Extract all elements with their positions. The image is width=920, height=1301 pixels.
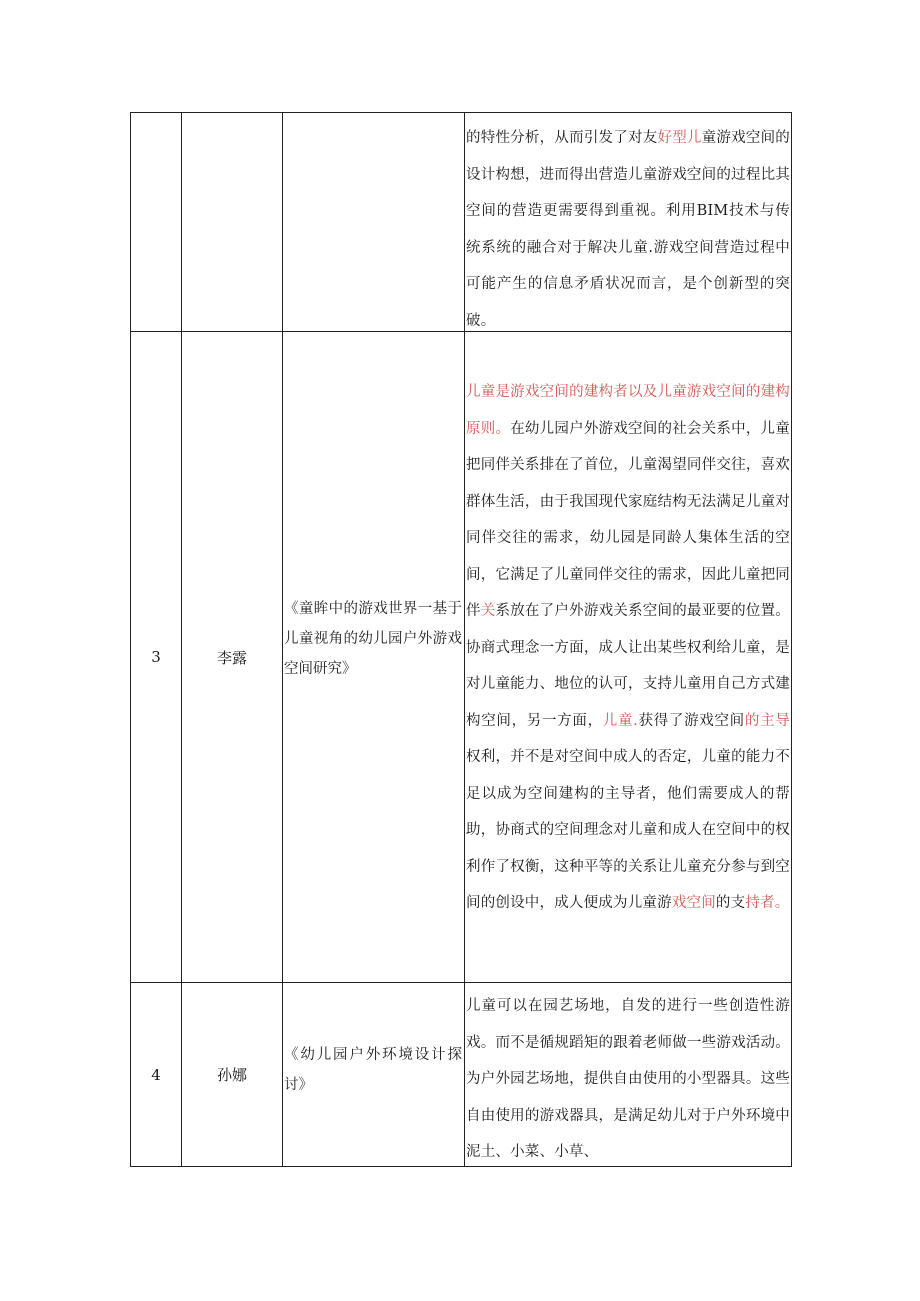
- text-run: 权利，并不是对空间中成人的否定，儿童的能力不足以成为空间建构的主导者，他们需要成人的帮助，协商式的空间理念对儿童和成人在空间中的权利作了权衡，这种平等的关系让儿童充分参与到空间的创设中，成人便成为儿童游: [466, 749, 790, 911]
- row-number-cell: 3: [151, 648, 161, 666]
- row-author-cell: 李露: [216, 648, 247, 667]
- row-title-cell: 《幼儿园户外环境设计探讨》: [284, 1047, 462, 1093]
- row-content-cell: [466, 988, 790, 1171]
- row-author-cell: 孙娜: [216, 1066, 247, 1084]
- row-number-cell: 4: [151, 1065, 161, 1084]
- highlighted-text-run: 的主导: [744, 712, 790, 729]
- row-title-cell: 《童眸中的游戏世界一基于儿童视角的幼儿园户外游戏空间研究》: [284, 601, 462, 677]
- text-run: 的支: [715, 895, 746, 911]
- highlighted-text-run: 好型儿: [657, 130, 702, 146]
- text-run: 系放在了户外游戏关系空间的最亚要的位置。协商式理念一方面，成人让出某些权利给儿童，是对儿童能力、地位的认可，支持儿童用自己方式建构空间，另一方面，: [466, 603, 791, 729]
- highlighted-text-run: 持者。: [745, 895, 790, 911]
- table-border-top: [130, 112, 791, 113]
- text-run: 儿童可以在园艺场地，自发的进行一些创造性游戏。而不是循规蹈矩的跟着老师做一些游戏活动。为户外园艺场地，提供自由使用的小型器具。这些自由使用的游戏器具，是满足幼儿对于户外环境中泥土、小菜、小草、: [466, 998, 790, 1160]
- text-run: 童游戏空间的设计构想，进而得出营造儿童游戏空间的过程比其空间的营造更需要得到重视。利用BIM技术与传统系统的融合对于解决儿童.游戏空间营造过程中可能产生的信息矛盾状况而言，是个创新型的突破。: [466, 130, 790, 329]
- row-content-cell: [466, 374, 790, 922]
- column-divider: [791, 112, 792, 1167]
- column-divider: [282, 112, 283, 1167]
- highlighted-text-run: 儿童是游戏空间的建构者以及儿童游戏空间的建构原则。: [466, 384, 790, 437]
- text-run: 在幼儿园户外游戏空间的社会关系中，儿童把同伴关系排在了首位，儿童渴望同伴交往，喜欢群体生活，由于我国现代家庭结构无法满足儿童对同伴交往的需求，幼儿园是同龄人集体生活的空间，它满足了儿童同伴交往的需求，因此儿童把同伴: [466, 420, 790, 619]
- column-divider: [464, 112, 465, 1167]
- text-run: 的特性分析，从而引发了对友: [466, 130, 658, 146]
- highlighted-text-run: 关: [480, 603, 496, 619]
- text-run: 获得了游戏空间: [638, 712, 745, 729]
- row-content-cell: [466, 120, 790, 339]
- highlighted-text-run: 儿童.: [602, 712, 638, 729]
- highlighted-text-run: 戏空间: [671, 895, 716, 911]
